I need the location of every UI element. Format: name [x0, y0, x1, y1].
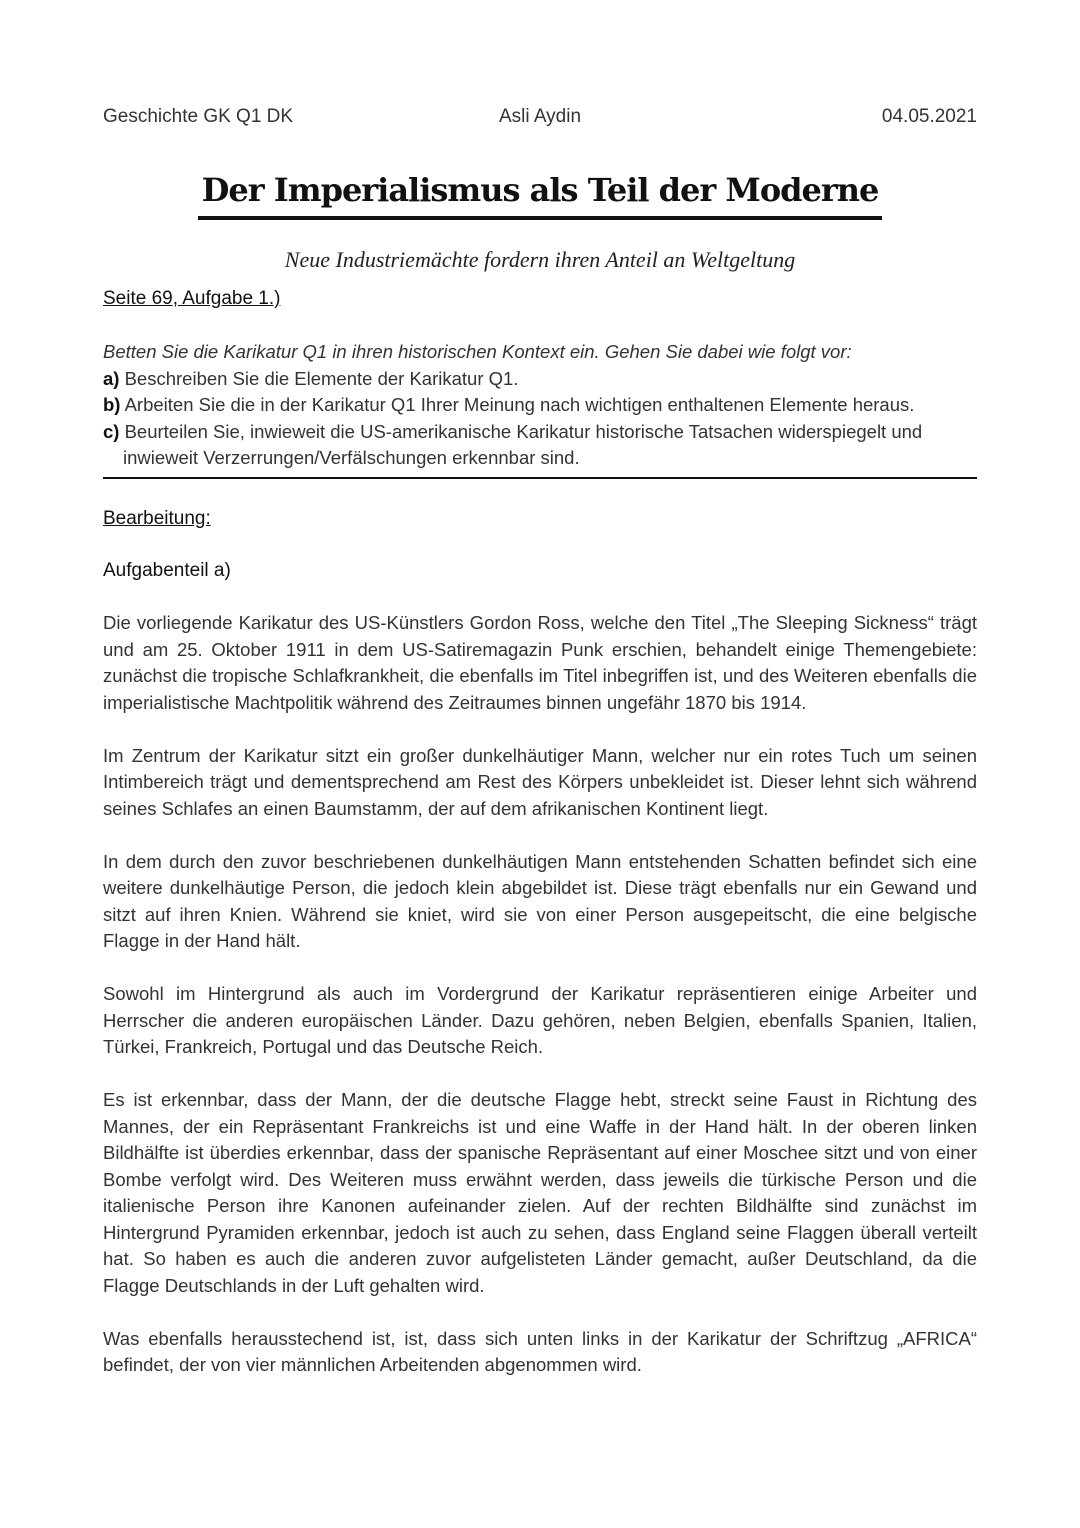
task-intro: Betten Sie die Karikatur Q1 in ihren historischen Kontext ein. Gehen Sie dabei wie folgt vor: [103, 341, 852, 362]
bearbeitung-heading: Bearbeitung: [103, 508, 211, 529]
paragraph: In dem durch den zuvor beschriebenen dunkelhäutigen Mann entstehenden Schatten befindet sich eine weitere dunkelhäutige Person, die jedoch klein abgebildet ist. Diese trägt ebenfalls nur ein Gewand und sitzt auf ihren Knien. Während sie kniet, wird sie von einer Person ausgepeitscht, die eine belgische Flagge in der Hand hält. [103, 850, 977, 951]
document-date: 04.05.2021 [881, 106, 977, 127]
task-item-marker: b) [103, 394, 121, 415]
task-item-b [103, 392, 977, 419]
aufgabenteil-heading: Aufgabenteil a) [103, 560, 231, 581]
paragraph: Im Zentrum der Karikatur sitzt ein großer dunkelhäutiger Mann, welcher nur ein rotes Tuch um seinen Intimbereich trägt und dementsprechend am Rest des Körpers unbekleidet ist. Dieser lehnt sich während seines Schlafes an einen Baumstamm, der auf dem afrikanischen Kontinent liegt. [103, 744, 977, 819]
paragraph: Es ist erkennbar, dass der Mann, der die deutsche Flagge hebt, streckt seine Faust in Richtung des Mannes, der ein Repräsentant Frankreichs ist und eine Waffe in der Hand hält. In der oberen linken Bildhälfte ist überdies erkennbar, dass der spanische Repräsentant auf einer Moschee sitzt und von einer Bombe verfolgt wird. Des Weiteren muss erwähnt werden, dass jeweils die türkische Person und die italienische Person ihre Kanonen aufeinander zielen. Auf der rechten Bildhälfte sind zunächst im Hintergrund Pyramiden erkennbar, jedoch ist auch zu sehen, dass England seine Flaggen überall verteilt hat. So haben es auch die anderen zuvor aufgelisteten Länder gemacht, außer Deutschland, da die Flagge Deutschlands in der Luft gehalten wird. [103, 1089, 977, 1296]
paragraph: Sowohl im Hintergrund als auch im Vordergrund der Karikatur repräsentieren einige Arbeiter und Herrscher die anderen europäischen Länder. Dazu gehören, neben Belgien, ebenfalls Spanien, Italien, Türkei, Frankreich, Portugal und das Deutsche Reich. [103, 983, 977, 1057]
task-reference: Seite 69, Aufgabe 1.) [103, 288, 281, 309]
task-item-text: Beurteilen Sie, inwieweit die US-amerikanische Karikatur historische Tatsachen widerspiegelt und inwieweit Verzerrungen/Verfälschungen erkennbar sind. [123, 420, 923, 468]
task-item-c [103, 419, 977, 472]
course-label: Geschichte GK Q1 DK [103, 106, 294, 127]
task-item-text: Arbeiten Sie die in der Karikatur Q1 Ihrer Meinung nach wichtigen enthaltenen Elemente heraus. [124, 394, 915, 415]
task-item-marker: c) [103, 420, 120, 442]
paragraph: Die vorliegende Karikatur des US-Künstlers Gordon Ross, welche den Titel „The Sleeping Sickness“ trägt und am 25. Oktober 1911 in dem US-Satiremagazin Punk erschien, behandelt einige Themengebiete: zunächst die tropische Schlafkrankheit, die ebenfalls im Titel inbegriffen ist, und des Weiteren ebenfalls die imperialistische Machtpolitik während des Zeitraumes binnen ungefähr 1870 bis 1914. [103, 612, 977, 713]
document-subtitle: Neue Industriemächte fordern ihren Anteil an Weltgeltung [284, 247, 796, 272]
document-title [103, 168, 977, 220]
answer-body [103, 610, 977, 1405]
task-item-text: Beschreiben Sie die Elemente der Karikatur Q1. [124, 367, 519, 389]
task-item-marker: a) [103, 367, 120, 389]
task-item-a [103, 366, 977, 393]
author-name: Asli Aydin [498, 106, 582, 127]
document-header [103, 103, 977, 131]
document-title-text: Der Imperialismus als Teil der Moderne [198, 168, 883, 220]
task-description [103, 339, 977, 479]
paragraph: Was ebenfalls herausstechend ist, ist, dass sich unten links in der Karikatur der Schriftzug „AFRICA“ befindet, der von vier männlichen Arbeitenden abgenommen wird. [103, 1327, 977, 1375]
